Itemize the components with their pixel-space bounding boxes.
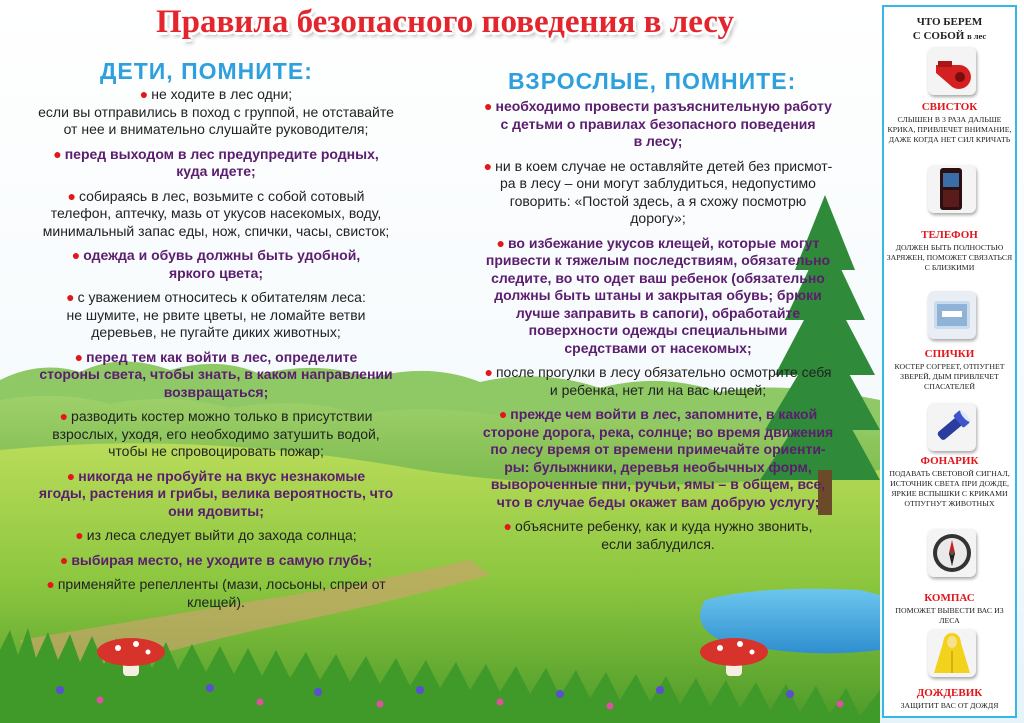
- rule-text: выбирая место, не уходите в самую глубь;: [71, 551, 373, 568]
- rule-item: [12, 527, 420, 545]
- bullet-icon: ●: [53, 145, 62, 162]
- bullet-icon: ●: [59, 408, 69, 424]
- item-desc: ПОДАВАТЬ СВЕТОВОЙ СИГНАЛ, ИСТОЧНИК СВЕТА ПРИ ДОЖДЕ, ЯРКИЕ ВСПЫШКИ С КРИКАМИ ОТПУГНУТ ЖИВОТНЫХ: [889, 469, 1010, 508]
- rule-item: [12, 576, 420, 611]
- item-desc: КОСТЕР СОГРЕЕТ, ОТПУГНЕТ ЗВЕРЕЙ, ДЫМ ПРИВЛЕЧЕТ СПАСАТЕЛЕЙ: [894, 362, 1005, 391]
- take-with-you-panel: [882, 5, 1017, 718]
- panel-heading-line2: [884, 29, 1015, 43]
- item-desc: ЗАЩИТИТ ВАС ОТ ДОЖДЯ: [900, 701, 999, 710]
- rule-text: во избежание укусов клещей, которые могут привести к тяжелым последствиям, обязательно следите, во что одет ваш ребенок (обязательно должны быть штаны и закрытая обувь; брюки лучше заправить в сапоги), обработайте поверхности одежды специальными средствами от насекомых;: [485, 234, 831, 356]
- item-desc: СЛЫШЕН В 3 РАЗА ДАЛЬШЕ КРИКА, ПРИВЛЕЧЕТ ВНИМАНИЕ, ДАЖЕ КОГДА НЕТ СИЛ КРИЧАТЬ: [887, 115, 1012, 144]
- compass-icon: [928, 529, 976, 577]
- bullet-icon: ●: [484, 364, 493, 380]
- bullet-icon: ●: [75, 527, 84, 543]
- rule-item: [12, 146, 420, 181]
- rule-item: [12, 468, 420, 521]
- rule-text: объясните ребенку, как и куда нужно звонить, если заблудился.: [514, 518, 813, 552]
- panel-heading-suffix: в лес: [967, 31, 987, 41]
- item-name: ДОЖДЕВИК: [916, 687, 983, 699]
- rule-text: собираясь в лес, возьмите с собой сотовый телефон, аптечку, мазь от укусов насекомых, воду, минимальный запас еды, нож, спички, часы, свисток;: [42, 187, 390, 239]
- rule-item: [448, 406, 868, 511]
- rule-item: [12, 552, 420, 570]
- adults-rules-list: [448, 98, 868, 560]
- item-name: ФОНАРИК: [920, 455, 979, 467]
- item-name: СВИСТОК: [921, 101, 978, 113]
- whistle-icon: [928, 47, 976, 95]
- rule-text: после прогулки в лесу обязательно осмотрите себя и ребенка, нет ли на вас клещей;: [495, 364, 832, 398]
- bullet-icon: ●: [71, 247, 81, 263]
- panel-heading-line1: ЧТО БЕРЕМ: [916, 16, 983, 28]
- item-name: СПИЧКИ: [924, 348, 975, 360]
- rule-item: [12, 86, 420, 139]
- rule-text: ни в коем случае не оставляйте детей без присмот- ра в лесу – они могут заблудиться, недопустимо говорить: «Постой здесь, а я схожу посмотрю дорогу»;: [495, 157, 833, 226]
- rule-item: [12, 289, 420, 342]
- rule-item: [448, 98, 868, 151]
- bullet-icon: ●: [484, 98, 493, 114]
- item-name: ТЕЛЕФОН: [921, 229, 978, 241]
- rule-text: перед выходом в лес предупредите родных, куда идете;: [64, 145, 379, 179]
- rule-text: из леса следует выйти до захода солнца;: [86, 527, 357, 543]
- rule-item: [12, 408, 420, 461]
- item-desc: ПОМОЖЕТ ВЫВЕСТИ ВАС ИЗ ЛЕСА: [895, 606, 1004, 625]
- rule-text: никогда не пробуйте на вкус незнакомые ягоды, растения и грибы, велика вероятность, что они ядовиты;: [38, 467, 394, 519]
- item-name: КОМПАС: [924, 592, 975, 604]
- rule-text: с уважением относитесь к обитателям леса: не шумите, не рвите цветы, не ломайте ветви деревьев, не пугайте диких животных;: [66, 289, 366, 340]
- matches-icon: [928, 291, 976, 339]
- item-desc: ДОЛЖЕН БЫТЬ ПОЛНОСТЬЮ ЗАРЯЖЕН, ПОМОЖЕТ СВЯЗАТЬСЯ С БЛИЗКИМИ: [886, 243, 1013, 272]
- bullet-icon: ●: [59, 551, 69, 568]
- bullet-icon: ●: [496, 234, 505, 251]
- panel-heading-line2-main: С СОБОЙ: [912, 30, 965, 42]
- rule-text: необходимо провести разъяснительную работу с детьми о правилах безопасного поведения в лесу;: [495, 98, 832, 149]
- bullet-icon: ●: [74, 348, 84, 365]
- panel-heading: [884, 15, 1015, 43]
- bullet-icon: ●: [503, 518, 512, 534]
- bullet-icon: ●: [139, 86, 149, 102]
- rule-text: не ходите в лес одни; если вы отправились в поход с группой, не отставайте от нее и внимательно слушайте руководителя;: [38, 86, 394, 137]
- bullet-icon: ●: [66, 467, 76, 484]
- rule-item: [448, 235, 868, 358]
- bullet-icon: ●: [66, 289, 75, 305]
- poster-title: Правила безопасного поведения в лесу: [155, 4, 735, 40]
- raincoat-icon: [928, 629, 976, 677]
- bullet-icon: ●: [67, 187, 76, 204]
- bullet-icon: ●: [483, 157, 493, 174]
- rule-item: [12, 188, 420, 241]
- rule-text: прежде чем войти в лес, запомните, в какой стороне дорога, река, солнце; во время движения по лесу время от времени примечайте ориенти- ры: булыжники, деревья необычных форм, вывороченные пни, ручьи, ямы – в общем, все, что в случае беды окажет вам добрую услугу;: [482, 406, 834, 510]
- rule-text: перед тем как войти в лес, определите стороны света, чтобы знать, в каком направлении возвращаться;: [39, 348, 393, 400]
- bullet-icon: ●: [498, 406, 508, 422]
- rule-item: [448, 364, 868, 399]
- bullet-icon: ●: [46, 576, 55, 592]
- rule-item: [12, 247, 420, 282]
- flashlight-icon: [928, 403, 976, 451]
- rule-item: [448, 518, 868, 553]
- adults-heading: ВЗРОСЛЫЕ, ПОМНИТЕ:: [508, 68, 797, 94]
- rule-item: [12, 349, 420, 402]
- kids-rules-list: [12, 86, 420, 618]
- rule-text: разводить костер можно только в присутствии взрослых, уходя, его необходимо затушить водой, чтобы не спровоцировать пожар;: [52, 408, 380, 459]
- rule-text: одежда и обувь должны быть удобной, яркого цвета;: [83, 247, 361, 281]
- rule-item: [448, 158, 868, 228]
- phone-icon: [928, 165, 976, 213]
- kids-heading: ДЕТИ, ПОМНИТЕ:: [100, 58, 313, 84]
- rule-text: применяйте репелленты (мази, лосьоны, спреи от клещей).: [57, 576, 386, 610]
